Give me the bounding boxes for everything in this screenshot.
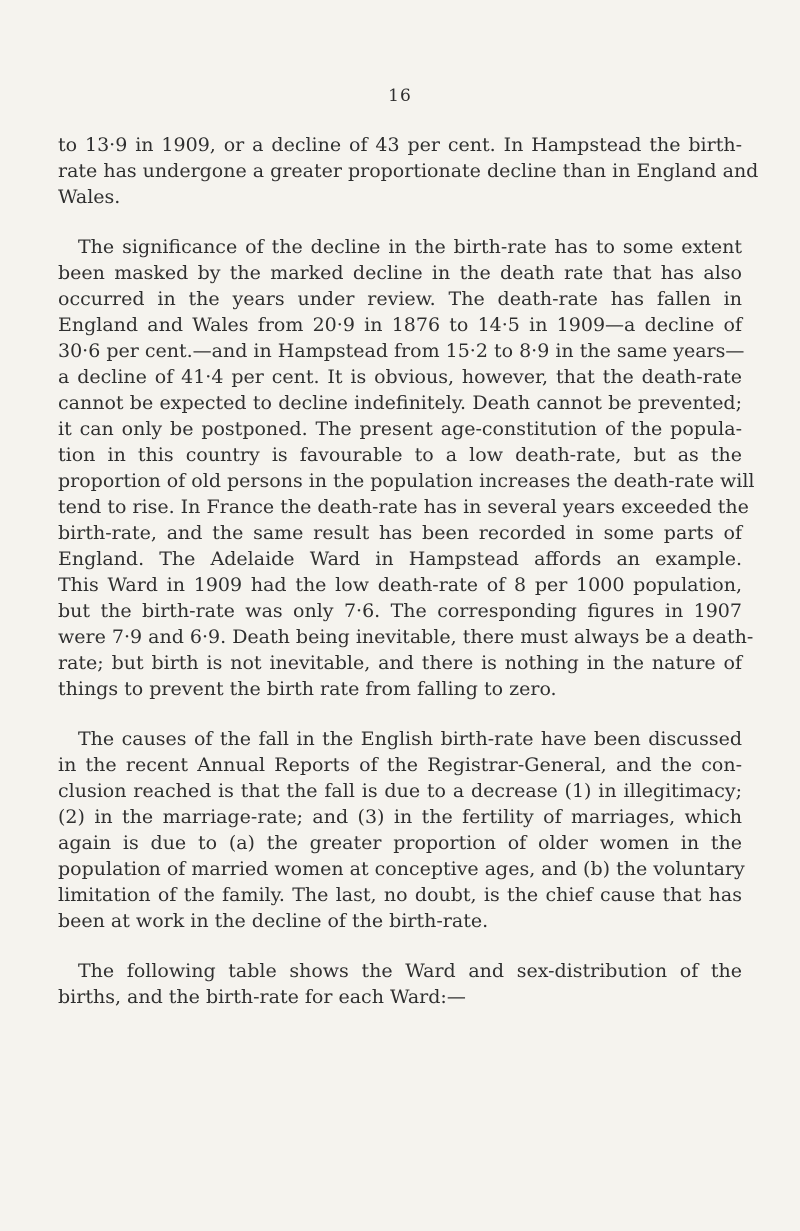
text-line: occurred in the years under review. The death-rate has fallen in <box>58 288 742 310</box>
text-line: population of married women at conceptive ages, and (b) the voluntary <box>58 858 745 880</box>
text-line: it can only be postponed. The present age-constitution of the popula- <box>58 418 742 440</box>
text-line: in the recent Annual Reports of the Registrar-General, and the con- <box>58 754 742 776</box>
text-line: England and Wales from 20·9 in 1876 to 14·5 in 1909—a decline of <box>58 314 742 336</box>
text-line: births, and the birth-rate for each Ward:— <box>58 986 466 1008</box>
text-line: 30·6 per cent.—and in Hampstead from 15·2 to 8·9 in the same years— <box>58 340 745 362</box>
text-line: tend to rise. In France the death-rate has in several years exceeded the <box>58 496 749 518</box>
text-line: but the birth-rate was only 7·6. The corresponding figures in 1907 <box>58 600 742 622</box>
text-line: (2) in the marriage-rate; and (3) in the fertility of marriages, which <box>58 806 742 828</box>
text-line: Wales. <box>58 186 121 208</box>
text-line: cannot be expected to decline indefinitely. Death cannot be prevented; <box>58 392 742 414</box>
text-line: The causes of the fall in the English birth-rate have been discussed <box>78 728 742 750</box>
body-text <box>58 132 759 1034</box>
text-line: been masked by the marked decline in the death rate that has also <box>58 262 742 284</box>
text-line: things to prevent the birth rate from falling to zero. <box>58 678 557 700</box>
text-line: The following table shows the Ward and sex-distribution of the <box>78 960 742 982</box>
text-line: limitation of the family. The last, no doubt, is the chief cause that has <box>58 884 742 906</box>
text-line: a decline of 41·4 per cent. It is obvious, however, that the death-rate <box>58 366 742 388</box>
text-line: been at work in the decline of the birth-rate. <box>58 910 489 932</box>
paragraph <box>58 958 742 1010</box>
text-line: England. The Adelaide Ward in Hampstead affords an example. <box>58 548 742 570</box>
text-line: clusion reached is that the fall is due to a decrease (1) in illegitimacy; <box>58 780 742 802</box>
text-line: proportion of old persons in the population increases the death-rate will <box>58 470 755 492</box>
text-line: rate; but birth is not inevitable, and there is nothing in the nature of <box>58 652 742 674</box>
text-line: The significance of the decline in the birth-rate has to some extent <box>78 236 742 258</box>
text-line: This Ward in 1909 had the low death-rate of 8 per 1000 population, <box>58 574 742 596</box>
text-line: birth-rate, and the same result has been recorded in some parts of <box>58 522 742 544</box>
text-line: again is due to (a) the greater proportion of older women in the <box>58 832 742 854</box>
text-line: rate has undergone a greater proportionate decline than in England and <box>58 160 759 182</box>
paragraph <box>58 726 745 934</box>
paragraph <box>58 132 759 210</box>
text-line: tion in this country is favourable to a low death-rate, but as the <box>58 444 742 466</box>
text-line: to 13·9 in 1909, or a decline of 43 per cent. In Hampstead the birth- <box>58 134 742 156</box>
page-number: 16 <box>388 86 412 106</box>
paragraph <box>58 234 755 702</box>
text-line: were 7·9 and 6·9. Death being inevitable, there must always be a death- <box>58 626 754 648</box>
